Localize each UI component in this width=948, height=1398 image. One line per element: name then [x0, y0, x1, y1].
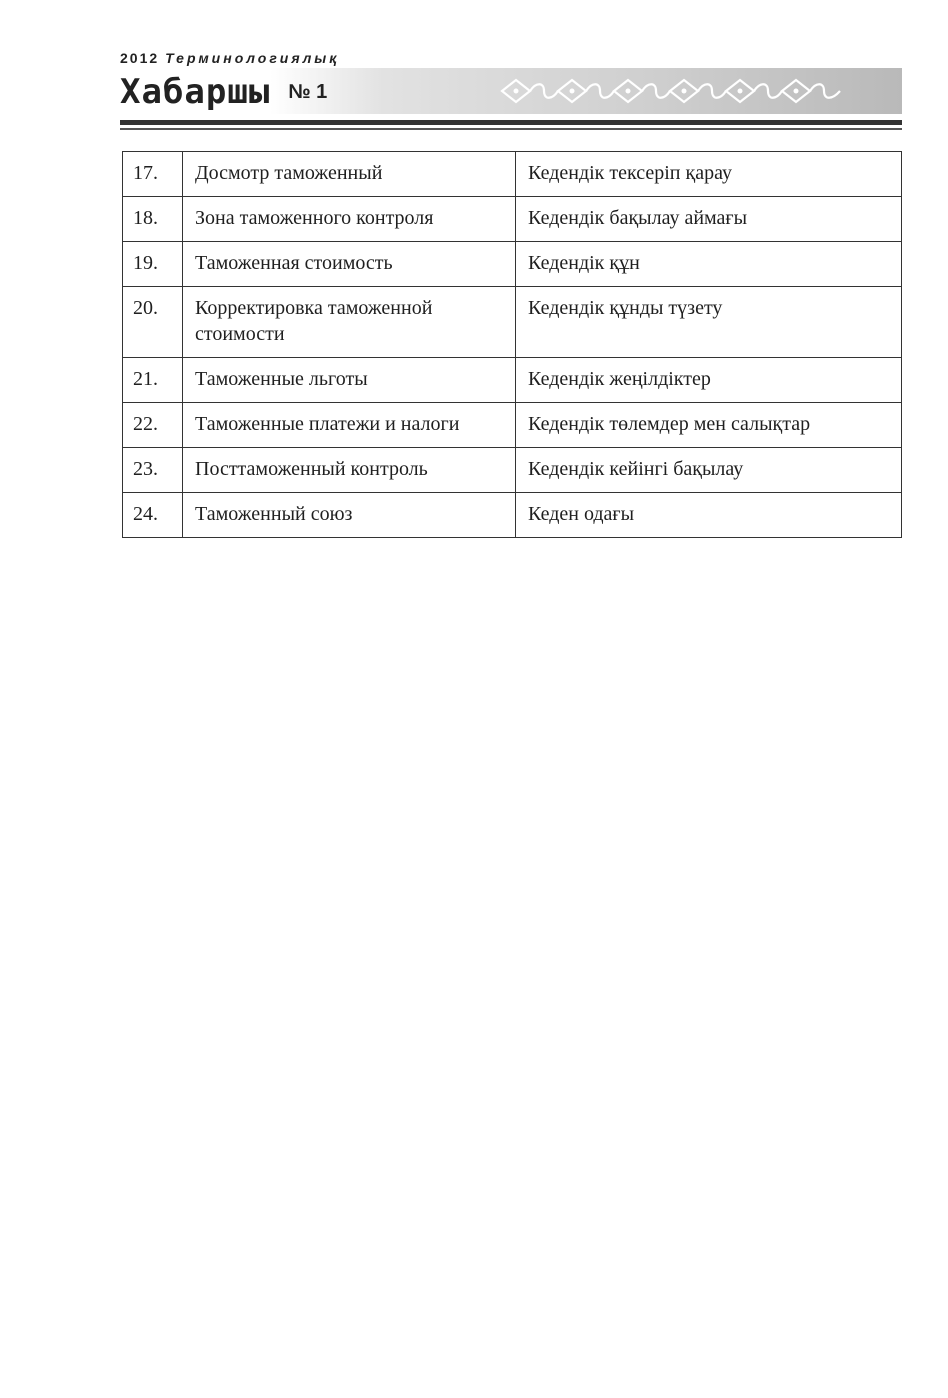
ornament-pattern-icon [498, 76, 844, 106]
row-number: 17. [123, 152, 183, 197]
kazakh-term: Кедендік тексеріп қарау [516, 152, 902, 197]
page-header [120, 46, 902, 136]
table-row [123, 152, 902, 197]
kazakh-term: Кедендік жеңілдіктер [516, 358, 902, 403]
header-title-line [120, 72, 327, 112]
row-number: 20. [123, 287, 183, 358]
russian-term: Зона таможенного контроля [183, 197, 516, 242]
table-row [123, 403, 902, 448]
kazakh-term: Кедендік құнды түзету [516, 287, 902, 358]
kazakh-term: Кедендік бақылау аймағы [516, 197, 902, 242]
kazakh-term: Кедендік кейінгі бақылау [516, 448, 902, 493]
row-number: 19. [123, 242, 183, 287]
issue-number: № 1 [288, 81, 328, 103]
kazakh-term: Кедендік құн [516, 242, 902, 287]
kazakh-term: Кеден одағы [516, 493, 902, 538]
table-row [123, 242, 902, 287]
row-number: 22. [123, 403, 183, 448]
russian-term: Корректировка таможенной стоимости [183, 287, 516, 358]
terminology-table [122, 151, 902, 538]
russian-term: Посттаможенный контроль [183, 448, 516, 493]
header-journal-word: Терминологиялық [165, 50, 340, 66]
row-number: 18. [123, 197, 183, 242]
table-row [123, 448, 902, 493]
row-number: 23. [123, 448, 183, 493]
row-number: 21. [123, 358, 183, 403]
russian-term: Таможенные платежи и налоги [183, 403, 516, 448]
russian-term: Таможенные льготы [183, 358, 516, 403]
russian-term: Досмотр таможенный [183, 152, 516, 197]
header-year-line [120, 50, 339, 66]
kazakh-term: Кедендік төлемдер мен салықтар [516, 403, 902, 448]
table-row [123, 493, 902, 538]
header-rule-thin [120, 128, 902, 130]
russian-term: Таможенная стоимость [183, 242, 516, 287]
header-year: 2012 [120, 50, 160, 66]
table-row [123, 358, 902, 403]
magazine-title: Хабаршы [120, 72, 271, 112]
table-row [123, 197, 902, 242]
row-number: 24. [123, 493, 183, 538]
header-rule-thick [120, 120, 902, 125]
russian-term: Таможенный союз [183, 493, 516, 538]
table-row [123, 287, 902, 358]
